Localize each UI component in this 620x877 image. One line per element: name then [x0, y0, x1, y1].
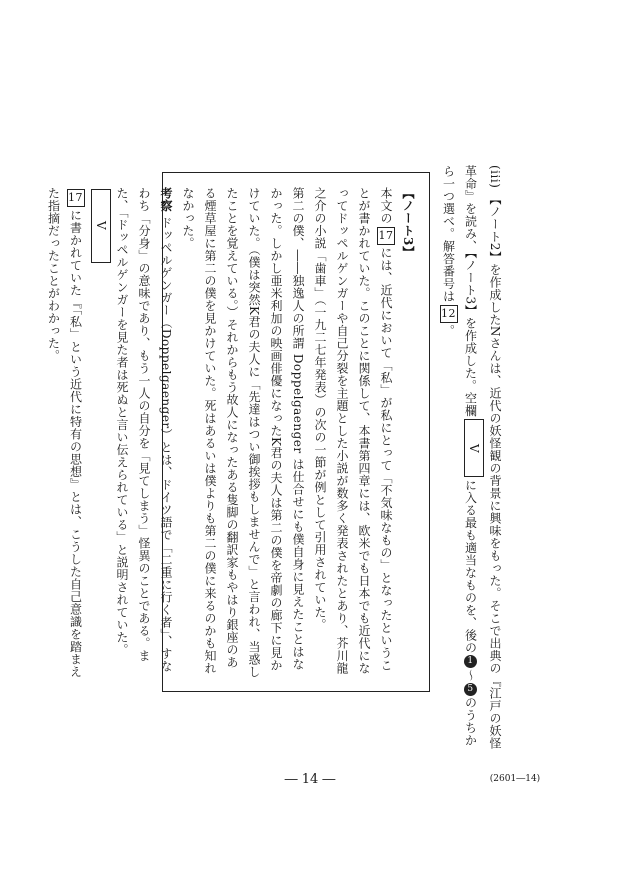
question-line-2-part-b: に入る最も適当なものを、後の: [463, 479, 478, 655]
note-3-heading: 【ノート3】: [401, 187, 415, 259]
conclusion-text: に書かれていた『「私」という近代に特有の思想』とは、こうした自己意識を踏まえた指摘だったことがわかった。: [46, 187, 83, 678]
question-line-2-part-a: ト3】を作成した。空欄: [463, 284, 478, 418]
reference-box-17-second: 17: [67, 189, 85, 207]
answer-number-box: 12: [440, 305, 458, 323]
blank-v-label: V: [467, 443, 481, 453]
choice-range-end: 5: [464, 683, 477, 696]
consideration-label: 考察: [159, 187, 173, 212]
question-number: (iii): [488, 165, 502, 189]
page-code: (2601―14): [489, 774, 541, 784]
note-3-box: [46, 172, 430, 692]
note-p1-part-b: には、近代において「私」が私にとって「不気味なもの」となったということが書かれていた。このことに関係して、本書第四章には、欧米でも日本でも近代になってドッペルゲンガーや自己分裂を主題とした小説が数多く発表されたとあり、芥川龍之介の小説「歯車」（一九二七年発表）の次の一節が例として引用されていた。: [313, 187, 393, 675]
page-number: ― 14 ―: [284, 772, 336, 787]
quoted-passage: 第二の僕、――独逸人の所謂 Doppelgaenger は仕合せにも僕自身に見えたことはなかった。しかし亜米利加の映画俳優になったK君の夫人は第二の僕を帝劇の廊下に見かけていた。（僕は突然K君の夫人に「先達はつい御挨拶もしませんで」と言われ、当惑したことを覚えている。）それからもう故人になったある隻脚の翻訳家もやはり銀座のある煙草屋に第二の僕を見かけていた。死はあるいは僕よりも第二の僕に来るのかも知れなかった。: [181, 187, 305, 678]
note-3-content: [46, 187, 419, 679]
blank-v-answer-box: [91, 189, 111, 263]
consideration-text: ドッペルゲンガー（Doppelgaenger）とは、ドイツ語で「二重に行く者」、すなわち「分身」の意味であり、もう一人の自分を「見てしまう」怪異のことである。また、「ドッペルゲンガーを見た者は死ぬと言い伝えられている」と説明されていた。: [115, 187, 173, 673]
question-stem: [432, 165, 506, 755]
blank-v-answer-label: V: [94, 221, 108, 231]
note-p1-part-a: 本文の: [379, 187, 393, 225]
question-line-2-part-d: 。: [441, 324, 456, 337]
choice-range-separator: 〜: [463, 669, 478, 682]
question-line-2-part-c: のうちから一つ選べ。解答番号は: [441, 165, 478, 747]
blank-v-box: [464, 419, 484, 477]
choice-range-start: 1: [464, 655, 477, 668]
reference-box-17: 17: [377, 227, 395, 245]
question-line-1: 【ノート2】を作成したNさんは、近代の妖怪観の背景に興味をもった。そこで出典の『江戸の妖怪革命』を読み、【ノー: [463, 165, 502, 750]
